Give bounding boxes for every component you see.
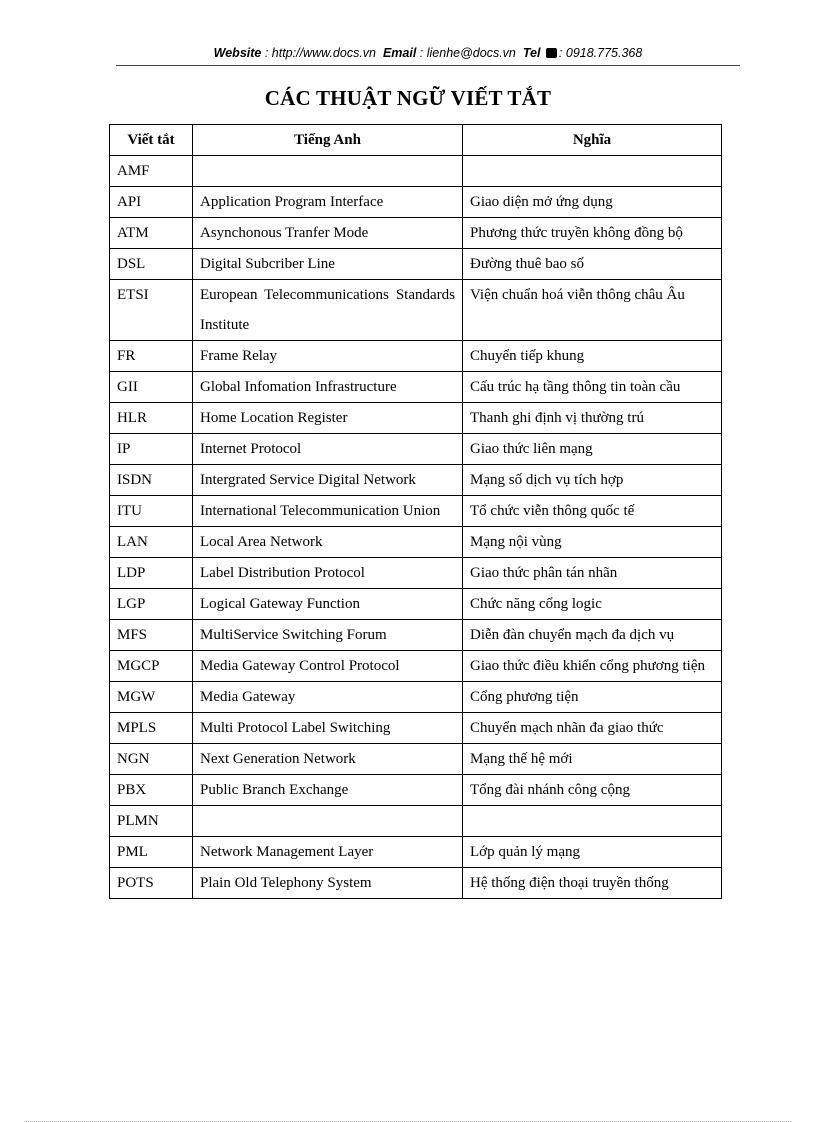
english-term-cell <box>193 156 463 187</box>
meaning-cell: Lớp quản lý mạng <box>463 837 722 868</box>
abbreviation-cell: NGN <box>110 744 193 775</box>
english-term-cell: Application Program Interface <box>193 187 463 218</box>
table-row <box>110 372 722 403</box>
abbreviation-cell: HLR <box>110 403 193 434</box>
meaning-cell: Giao diện mở ứng dụng <box>463 187 722 218</box>
table-row <box>110 589 722 620</box>
table-row <box>110 434 722 465</box>
english-term-cell: Local Area Network <box>193 527 463 558</box>
english-term-cell: Next Generation Network <box>193 744 463 775</box>
header-english: Tiếng Anh <box>193 125 463 156</box>
table-row <box>110 496 722 527</box>
table-row <box>110 527 722 558</box>
english-term-cell: Intergrated Service Digital Network <box>193 465 463 496</box>
table-row <box>110 806 722 837</box>
meaning-cell: Chuyển mạch nhãn đa giao thức <box>463 713 722 744</box>
meaning-cell: Giao thức phân tán nhãn <box>463 558 722 589</box>
meaning-cell: Viện chuẩn hoá viễn thông châu Âu <box>463 280 722 341</box>
email-separator: : <box>416 46 427 60</box>
abbreviation-cell: MGCP <box>110 651 193 682</box>
table-row <box>110 620 722 651</box>
meaning-cell: Tổ chức viễn thông quốc tế <box>463 496 722 527</box>
table-row <box>110 682 722 713</box>
english-term-cell: Plain Old Telephony System <box>193 868 463 899</box>
meaning-cell: Giao thức điều khiển cổng phương tiện <box>463 651 722 682</box>
meaning-cell: Chuyển tiếp khung <box>463 341 722 372</box>
tel-value: : 0918.775.368 <box>558 46 643 60</box>
table-row <box>110 156 722 187</box>
table-row <box>110 218 722 249</box>
meaning-cell: Cấu trúc hạ tầng thông tin toàn cầu <box>463 372 722 403</box>
header-meaning: Nghĩa <box>463 125 722 156</box>
abbreviation-cell: ITU <box>110 496 193 527</box>
meaning-cell: Đường thuê bao số <box>463 249 722 280</box>
english-term-cell: Internet Protocol <box>193 434 463 465</box>
page-title: CÁC THUẬT NGỮ VIẾT TẮT <box>264 86 552 110</box>
abbreviation-cell: POTS <box>110 868 193 899</box>
abbreviation-cell: LDP <box>110 558 193 589</box>
table-row <box>110 187 722 218</box>
english-term-cell: Label Distribution Protocol <box>193 558 463 589</box>
english-term-cell: Home Location Register <box>193 403 463 434</box>
meaning-cell <box>463 806 722 837</box>
meaning-cell: Phương thức truyền không đồng bộ <box>463 218 722 249</box>
table-row <box>110 558 722 589</box>
abbreviation-cell: ATM <box>110 218 193 249</box>
table-row <box>110 280 722 341</box>
english-term-cell: Asynchonous Tranfer Mode <box>193 218 463 249</box>
website-separator: : <box>261 46 272 60</box>
header-abbreviation: Viết tắt <box>110 125 193 156</box>
header-divider <box>116 65 740 66</box>
table-row <box>110 868 722 899</box>
abbreviation-cell: LGP <box>110 589 193 620</box>
meaning-cell: Thanh ghi định vị thường trú <box>463 403 722 434</box>
english-term-cell: Digital Subcriber Line <box>193 249 463 280</box>
table-row <box>110 651 722 682</box>
website-label: Website <box>213 46 262 60</box>
website-value: http://www.docs.vn <box>271 46 376 60</box>
meaning-cell: Giao thức liên mạng <box>463 434 722 465</box>
abbreviation-cell: GII <box>110 372 193 403</box>
abbreviation-cell: IP <box>110 434 193 465</box>
email-label: Email <box>382 46 417 60</box>
english-term-cell: Global Infomation Infrastructure <box>193 372 463 403</box>
meaning-cell: Chức năng cổng logic <box>463 589 722 620</box>
english-term-cell: Media Gateway <box>193 682 463 713</box>
meaning-cell: Mạng thế hệ mới <box>463 744 722 775</box>
meaning-cell: Diễn đàn chuyển mạch đa dịch vụ <box>463 620 722 651</box>
english-term-cell: Multi Protocol Label Switching <box>193 713 463 744</box>
english-term-cell: European Telecommunications Standards Institute <box>193 280 463 341</box>
table-row <box>110 775 722 806</box>
abbreviation-cell: AMF <box>110 156 193 187</box>
phone-icon <box>546 48 557 58</box>
abbreviation-cell: PML <box>110 837 193 868</box>
english-term-cell: Frame Relay <box>193 341 463 372</box>
english-term-cell: Network Management Layer <box>193 837 463 868</box>
abbreviation-cell: ETSI <box>110 280 193 341</box>
table-row <box>110 837 722 868</box>
abbreviation-cell: API <box>110 187 193 218</box>
tel-label: Tel <box>522 46 541 60</box>
abbreviation-cell: LAN <box>110 527 193 558</box>
english-term-cell: Public Branch Exchange <box>193 775 463 806</box>
table-row <box>110 249 722 280</box>
abbreviation-cell: MFS <box>110 620 193 651</box>
email-value: lienhe@docs.vn <box>426 46 516 60</box>
abbreviation-cell: DSL <box>110 249 193 280</box>
table-row <box>110 341 722 372</box>
table-row <box>110 713 722 744</box>
meaning-cell <box>463 156 722 187</box>
english-term-cell: MultiService Switching Forum <box>193 620 463 651</box>
meaning-cell: Mạng số dịch vụ tích hợp <box>463 465 722 496</box>
abbreviation-cell: MPLS <box>110 713 193 744</box>
table-row <box>110 465 722 496</box>
english-term-cell: Media Gateway Control Protocol <box>193 651 463 682</box>
english-term-cell: International Telecommunication Union <box>193 496 463 527</box>
abbreviation-cell: FR <box>110 341 193 372</box>
meaning-cell: Tổng đài nhánh công cộng <box>463 775 722 806</box>
abbreviation-cell: PBX <box>110 775 193 806</box>
abbreviation-cell: ISDN <box>110 465 193 496</box>
english-term-cell: Logical Gateway Function <box>193 589 463 620</box>
meaning-cell: Cổng phương tiện <box>463 682 722 713</box>
abbreviation-cell: MGW <box>110 682 193 713</box>
table-row <box>110 744 722 775</box>
meaning-cell: Mạng nội vùng <box>463 527 722 558</box>
abbreviations-table <box>109 124 722 899</box>
english-term-cell <box>193 806 463 837</box>
meaning-cell: Hệ thống điện thoại truyền thống <box>463 868 722 899</box>
footer-divider <box>25 1121 791 1122</box>
table-body <box>110 156 722 899</box>
table-header-row <box>110 125 722 156</box>
abbreviation-cell: PLMN <box>110 806 193 837</box>
table-row <box>110 403 722 434</box>
page-header <box>116 46 740 60</box>
